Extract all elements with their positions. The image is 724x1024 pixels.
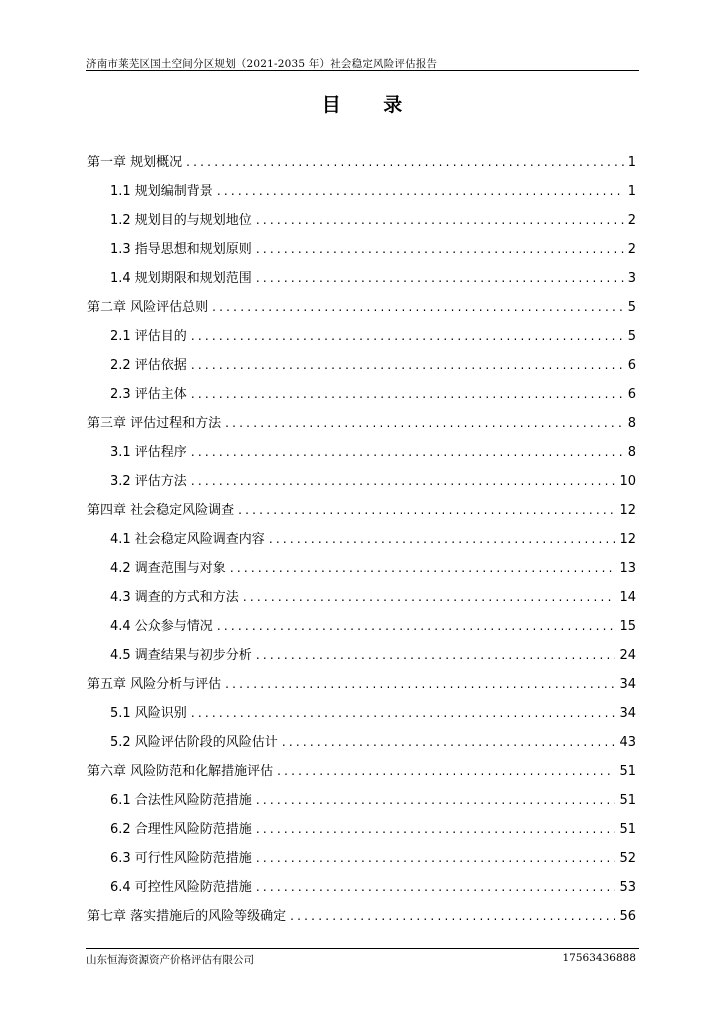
toc-dot-leader <box>191 706 616 720</box>
footer-company: 山东恒海资源资产价格评估有限公司 <box>86 954 254 966</box>
toc-dot-leader <box>277 764 615 778</box>
toc-section-entry[interactable] <box>110 818 636 838</box>
toc-dot-leader <box>212 300 624 314</box>
toc-entry-title: 第六章 风险防范和化解措施评估 <box>87 764 274 779</box>
toc-section-entry[interactable] <box>110 470 636 490</box>
toc-entry-title: 6.3 可行性风险防范措施 <box>110 851 252 866</box>
toc-entry-page: 2 <box>627 213 636 228</box>
toc-entry-page: 13 <box>619 561 636 576</box>
toc-entry-title: 2.1 评估目的 <box>110 329 187 344</box>
toc-entry-page: 53 <box>619 880 636 895</box>
toc-entry-page: 51 <box>619 793 636 808</box>
toc-section-entry[interactable] <box>110 383 636 403</box>
toc-dot-leader <box>290 909 615 923</box>
toc-section-entry[interactable] <box>110 644 636 664</box>
toc-entry-page: 56 <box>619 909 636 924</box>
toc-entry-page: 10 <box>619 474 636 489</box>
toc-section-entry[interactable] <box>110 325 636 345</box>
page-header: 济南市莱芜区国土空间分区规划（2021-2035 年）社会稳定风险评估报告 <box>86 58 438 70</box>
toc-section-entry[interactable] <box>110 731 636 751</box>
toc-entry-title: 4.2 调查范围与对象 <box>110 561 226 576</box>
toc-entry-title: 3.1 评估程序 <box>110 445 187 460</box>
toc-entry-page: 12 <box>619 532 636 547</box>
footer-phone: 17563436888 <box>562 952 636 964</box>
toc-entry-page: 6 <box>627 358 636 373</box>
toc-section-entry[interactable] <box>110 876 636 896</box>
toc-entry-page: 52 <box>619 851 636 866</box>
toc-entry-page: 15 <box>619 619 636 634</box>
toc-section-entry[interactable] <box>110 586 636 606</box>
toc-section-entry[interactable] <box>110 615 636 635</box>
toc-entry-title: 1.4 规划期限和规划范围 <box>110 271 252 286</box>
toc-entry-page: 24 <box>619 648 636 663</box>
toc-dot-leader <box>256 880 616 894</box>
toc-entry-title: 6.2 合理性风险防范措施 <box>110 822 252 837</box>
toc-entry-page: 3 <box>627 271 636 286</box>
toc-dot-leader <box>191 445 624 459</box>
toc-entry-title: 第四章 社会稳定风险调查 <box>87 503 235 518</box>
toc-chapter-entry[interactable] <box>87 760 636 780</box>
toc-dot-leader <box>186 155 624 169</box>
toc-entry-title: 3.2 评估方法 <box>110 474 187 489</box>
toc-dot-leader <box>230 561 616 575</box>
toc-entry-title: 2.2 评估依据 <box>110 358 187 373</box>
toc-entry-page: 8 <box>627 445 636 460</box>
toc-chapter-entry[interactable] <box>87 151 636 171</box>
toc-entry-page: 1 <box>627 155 636 170</box>
toc-entry-title: 5.1 风险识别 <box>110 706 187 721</box>
toc-section-entry[interactable] <box>110 847 636 867</box>
toc-dot-leader <box>225 416 624 430</box>
toc-section-entry[interactable] <box>110 702 636 722</box>
toc-entry-page: 5 <box>627 300 636 315</box>
toc-entry-title: 2.3 评估主体 <box>110 387 187 402</box>
toc-chapter-entry[interactable] <box>87 296 636 316</box>
toc-section-entry[interactable] <box>110 441 636 461</box>
toc-entry-page: 12 <box>619 503 636 518</box>
toc-entry-page: 43 <box>619 735 636 750</box>
toc-entry-title: 第二章 风险评估总则 <box>87 300 209 315</box>
toc-chapter-entry[interactable] <box>87 905 636 925</box>
toc-dot-leader <box>256 271 624 285</box>
toc-dot-leader <box>191 387 624 401</box>
toc-entry-page: 34 <box>619 677 636 692</box>
toc-dot-leader <box>217 619 616 633</box>
toc-entry-title: 1.2 规划目的与规划地位 <box>110 213 252 228</box>
toc-entry-page: 1 <box>627 184 636 199</box>
toc-section-entry[interactable] <box>110 267 636 287</box>
toc-dot-leader <box>282 735 616 749</box>
toc-dot-leader <box>243 590 616 604</box>
toc-entry-title: 第三章 评估过程和方法 <box>87 416 222 431</box>
toc-entry-title: 第七章 落实措施后的风险等级确定 <box>87 909 287 924</box>
toc-dot-leader <box>256 242 624 256</box>
toc-section-entry[interactable] <box>110 180 636 200</box>
toc-entry-page: 14 <box>619 590 636 605</box>
footer-rule <box>86 948 639 949</box>
toc-dot-leader <box>225 677 615 691</box>
toc-entry-page: 51 <box>619 822 636 837</box>
toc-entry-page: 51 <box>619 764 636 779</box>
toc-dot-leader <box>256 822 616 836</box>
toc-entry-title: 4.4 公众参与情况 <box>110 619 213 634</box>
toc-entry-title: 6.1 合法性风险防范措施 <box>110 793 252 808</box>
toc-chapter-entry[interactable] <box>87 673 636 693</box>
toc-chapter-entry[interactable] <box>87 412 636 432</box>
toc-entry-page: 8 <box>627 416 636 431</box>
toc-entry-title: 4.5 调查结果与初步分析 <box>110 648 252 663</box>
toc-dot-leader <box>256 851 616 865</box>
toc-section-entry[interactable] <box>110 238 636 258</box>
toc-dot-leader <box>256 213 624 227</box>
toc-entry-title: 第一章 规划概况 <box>87 155 183 170</box>
toc-entry-title: 4.1 社会稳定风险调查内容 <box>110 532 265 547</box>
toc-dot-leader <box>191 358 624 372</box>
toc-dot-leader <box>238 503 615 517</box>
toc-entry-page: 6 <box>627 387 636 402</box>
toc-dot-leader <box>269 532 616 546</box>
toc-dot-leader <box>217 184 624 198</box>
toc-entry-page: 34 <box>619 706 636 721</box>
toc-section-entry[interactable] <box>110 354 636 374</box>
toc-entry-page: 2 <box>627 242 636 257</box>
toc-dot-leader <box>256 648 616 662</box>
toc-entry-title: 4.3 调查的方式和方法 <box>110 590 239 605</box>
toc-dot-leader <box>191 329 624 343</box>
toc-entry-page: 5 <box>627 329 636 344</box>
toc-section-entry[interactable] <box>110 557 636 577</box>
toc-chapter-entry[interactable] <box>87 499 636 519</box>
toc-dot-leader <box>191 474 616 488</box>
toc-entry-title: 1.3 指导思想和规划原则 <box>110 242 252 257</box>
toc-section-entry[interactable] <box>110 789 636 809</box>
toc-section-entry[interactable] <box>110 209 636 229</box>
toc-entry-title: 1.1 规划编制背景 <box>110 184 213 199</box>
page-title: 目 录 <box>321 94 421 116</box>
toc-section-entry[interactable] <box>110 528 636 548</box>
toc-dot-leader <box>256 793 616 807</box>
toc-entry-title: 6.4 可控性风险防范措施 <box>110 880 252 895</box>
toc-entry-title: 5.2 风险评估阶段的风险估计 <box>110 735 278 750</box>
toc-entry-title: 第五章 风险分析与评估 <box>87 677 222 692</box>
